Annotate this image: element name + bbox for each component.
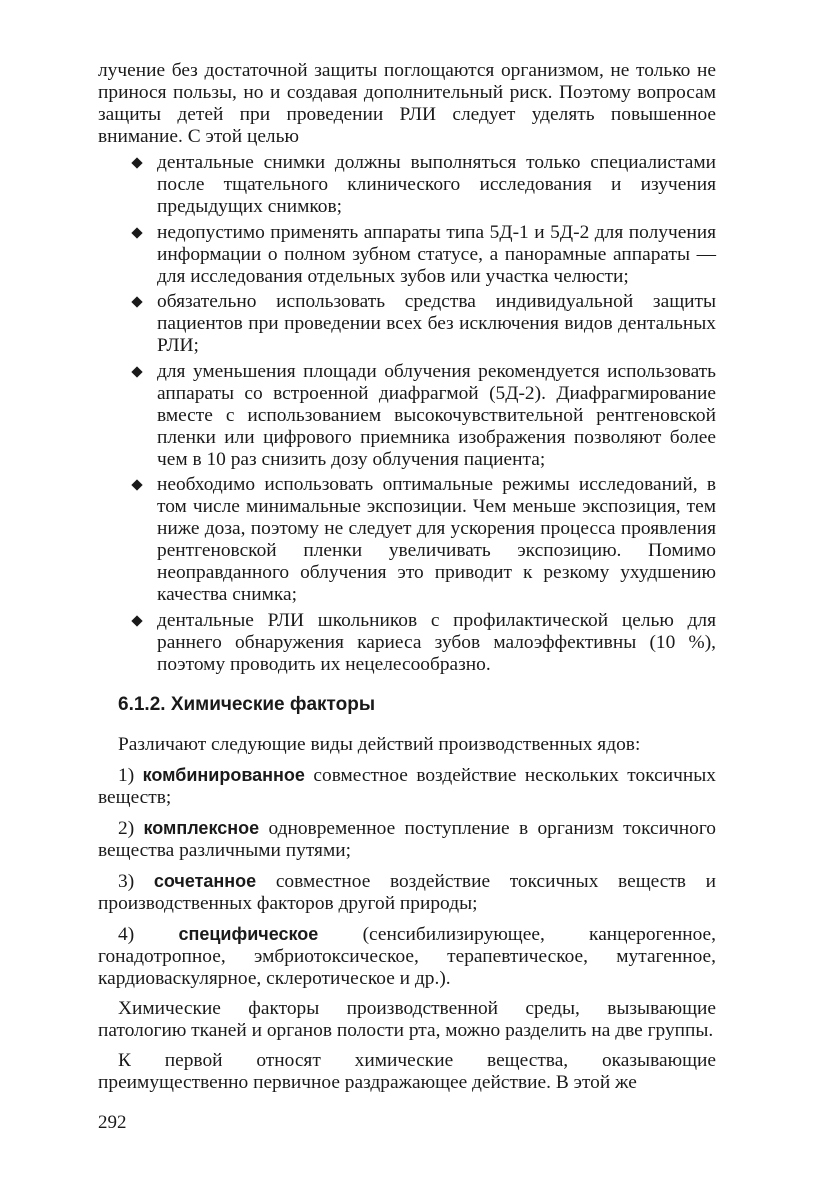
types-item: 1) комбинированное совместное воздействие нескольких токсичных веществ; (98, 764, 716, 808)
intro-paragraph: лучение без достаточной защиты поглощаются организмом, не только не принося пользы, но и создавая дополнительный риск. Поэтому вопросам защиты детей при проведении РЛИ следует уделять повышенное внимание. С этой целью (98, 60, 716, 147)
section-heading: 6.1.2. Химические факторы (118, 693, 376, 715)
diamond-bullet-icon (131, 157, 142, 168)
body-paragraph: К первой относят химические вещества, оказывающие преимущественно первичное раздражающее действие. В этой же (98, 1049, 716, 1093)
diamond-bullet-icon (131, 296, 142, 307)
diamond-bullet-icon (131, 479, 142, 490)
diamond-bullet-icon (131, 227, 142, 238)
list-item: необходимо использовать оптимальные режимы исследований, в том числе минимальные экспозиции. Чем меньше экспозиция, тем ниже доза, поэтому не следует для ускорения процесса проявления рентгеновской пленки увеличивать экспозицию. Помимо неоправданного облучения это приводит к резкому ухудшению качества снимка; (98, 474, 716, 606)
list-item: обязательно использовать средства индивидуальной защиты пациентов при проведении всех без исключения видов дентальных РЛИ; (98, 291, 716, 357)
list-item: для уменьшения площади облучения рекомендуется использовать аппараты со встроенной диафрагмой (5Д-2). Диафрагмирование вместе с использованием высокочувствительной рентгеновской пленки или цифрового приемника изображения позволяют более чем в 10 раз снизить дозу облучения пациента; (98, 361, 716, 471)
recommendations-list (98, 152, 716, 676)
list-item: недопустимо применять аппараты типа 5Д-1 и 5Д-2 для получения информации о полном зубном статусе, а панорамные аппараты — для исследования отдельных зубов или участка челюсти; (98, 222, 716, 288)
page-number: 292 (98, 1112, 127, 1133)
types-item: 2) комплексное одновременное поступление в организм токсичного вещества различными путями; (98, 817, 716, 861)
section-intro: Различают следующие виды действий производственных ядов: (118, 733, 641, 755)
types-item: 3) сочетанное совместное воздействие токсичных веществ и производственных факторов другой природы; (98, 870, 716, 914)
list-item: дентальные РЛИ школьников с профилактической целью для раннего обнаружения кариеса зубов малоэффективны (10 %), поэтому проводить их нецелесообразно. (98, 610, 716, 676)
list-item: дентальные снимки должны выполняться только специалистами после тщательного клинического исследования и изучения предыдущих снимков; (98, 152, 716, 218)
diamond-bullet-icon (131, 615, 142, 626)
body-paragraph: Химические факторы производственной среды, вызывающие патологию тканей и органов полости рта, можно разделить на две группы. (98, 997, 716, 1041)
diamond-bullet-icon (131, 366, 142, 377)
types-item: 4) специфическое (сенсибилизирующее, канцерогенное, гонадотропное, эмбриотоксическое, терапевтическое, мутагенное, кардиоваскулярное, склеротическое и др.). (98, 923, 716, 989)
page-body (98, 60, 716, 1102)
